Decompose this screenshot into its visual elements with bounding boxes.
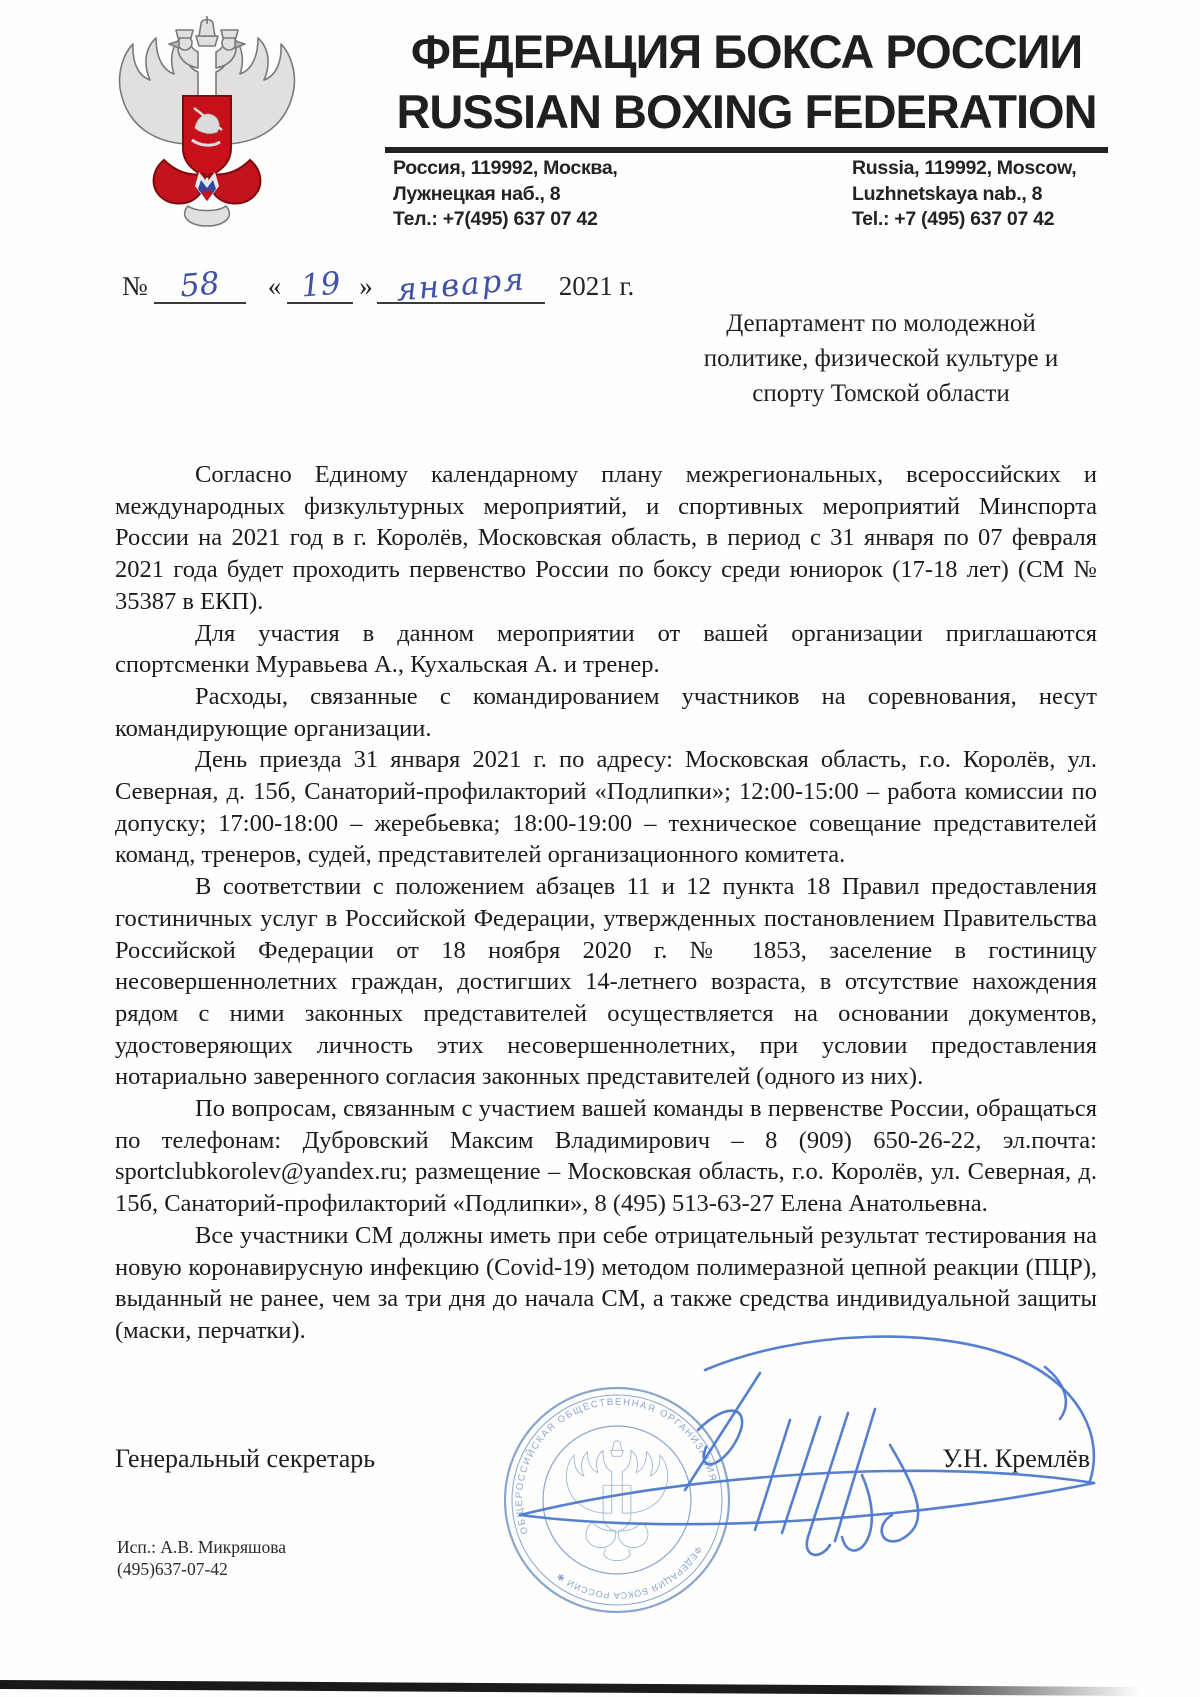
paragraph-invited-athletes: Для участия в данном мероприятии от вашей организации приглашаются спортсменки Муравьева А., Кухальская А. и тренер. — [115, 619, 1097, 679]
address-ru-line2: Лужнецкая наб., 8 — [393, 182, 561, 205]
letter-body — [115, 459, 1097, 1347]
reference-date-line — [122, 254, 635, 309]
address-ru-line1: Россия, 119992, Москва, — [393, 157, 618, 179]
recipient-line2: политике, физической культуре и — [703, 345, 1059, 372]
scan-edge-artifact — [0, 1680, 1140, 1696]
address-en-line1: Russia, 119992, Moscow, — [852, 157, 1077, 179]
paragraph-calendar-plan: Согласно Единому календарному плану межрегиональных, всероссийских и международных физкультурных мероприятий, и спортивных мероприятий Минспорта России на 2021 год в г. Королёв, Московская область, в период с 31 января по 07 февраля 2021 года будет проходить первенство России по боксу среди юниорок (17-18 лет) (СМ № 35387 в ЕКП). — [115, 461, 1097, 615]
paragraph-hotel-rules: В соответствии с положением абзацев 11 и 12 пункта 18 Правил предоставления гостиничных услуг в Российской Федерации, утвержденных постановлением Правительства Российской Федерации от 18 ноября 2020 г. № 1853, заселение в гостиницу несовершеннолетних граждан, достигших 14-летнего возраста, в отсутствие нахождения рядом с ними законных представителей осуществляется на основании документов, удостоверяющих личность этих несовершеннолетних, при условии предоставления нотариально заверенного согласия законных представителей (одного из них). — [115, 873, 1097, 1091]
document-number-field — [154, 265, 246, 305]
org-title-russian: ФЕДЕРАЦИЯ БОКСА РОССИИ — [410, 25, 1083, 78]
executor-block — [117, 1536, 286, 1580]
open-quote: « — [267, 271, 282, 301]
day-field — [287, 265, 353, 305]
year-label: 2021 г. — [558, 271, 635, 301]
paragraph-contacts: По вопросам, связанным с участием вашей команды в первенстве России, обращаться по телефонам: Дубровский Максим Владимирович – 8 (909) 650-26-22, эл.почта: sportclubkorolev@yandex.ru; размещение – Московская область, г.о. Королёв, ул. Северная, д. 15б, Санаторий-профилакторий «Подлипки», 8 (495) 513-63-27 Елена Анатольевна. — [115, 1095, 1097, 1218]
close-quote: » — [359, 271, 373, 301]
address-russian — [393, 156, 618, 233]
address-ru-line3: Тел.: +7(495) 637 07 42 — [393, 208, 598, 230]
stamp-ring-text-top: ОБЩЕРОССИЙСКАЯ ОБЩЕСТВЕННАЯ ОРГАНИЗАЦИЯ — [513, 1396, 719, 1536]
recipient-line3: спорту Томской области — [752, 380, 1010, 407]
address-en-line2: Luzhnetskaya nab., 8 — [852, 182, 1043, 205]
header-divider — [385, 147, 1108, 153]
paragraph-expenses: Расходы, связанные с командированием участников на соревнования, несут командирующие организации. — [115, 682, 1097, 742]
boxing-federation-emblem-icon — [98, 12, 316, 230]
executor-name: Исп.: А.В. Микряшова — [117, 1537, 287, 1557]
paragraph-arrival-schedule: День приезда 31 января 2021 г. по адресу: Московская область, г.о. Королёв, ул. Северная, д. 15б, Санаторий-профилакторий «Подлипки»; 12:00-15:00 – работа комиссии по допуску; 17:00-18:00 – жеребьевка; 18:00-19:00 – техническое совещание представителей команд, тренеров, судей, представителей организационного комитета. — [115, 746, 1097, 869]
handwritten-number: 58 — [178, 265, 221, 305]
address-english — [852, 156, 1076, 233]
signer-position: Генеральный секретарь — [115, 1444, 376, 1473]
handwritten-day: 19 — [299, 265, 342, 305]
paragraph-covid-requirements: Все участники СМ должны иметь при себе отрицательный результат тестирования на новую коронавирусную инфекцию (Covid-19) методом полимеразной цепной реакции (ПЦР), выданный не ранее, чем за три дня до начала СМ, а также средства индивидуальной защиты (маски, перчатки). — [115, 1221, 1097, 1344]
number-label: № — [122, 271, 148, 301]
signer-name: У.Н. Кремлёв — [942, 1444, 1090, 1473]
executor-phone: (495)637-07-42 — [117, 1559, 228, 1579]
signature-row — [115, 1444, 1090, 1474]
handwritten-month: января — [394, 261, 528, 309]
recipient-line1: Департамент по молодежной — [726, 310, 1036, 337]
month-field — [377, 261, 545, 309]
recipient-block — [695, 306, 1067, 411]
org-title-english: RUSSIAN BOXING FEDERATION — [396, 85, 1097, 138]
address-en-line3: Tel.: +7 (495) 637 07 42 — [852, 208, 1055, 230]
stamp-ring-text-bottom: ФЕДЕРАЦИЯ БОКСА РОССИИ ✱ — [554, 1544, 704, 1601]
